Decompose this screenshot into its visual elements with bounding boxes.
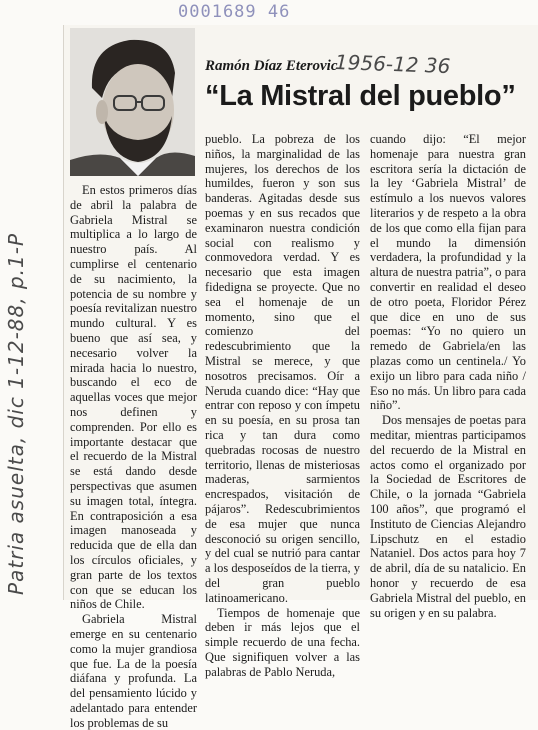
archive-stamp: 0001689 46	[178, 2, 291, 22]
author-portrait-image	[70, 28, 195, 176]
paragraph: Dos mensajes de poetas para meditar, mientras participamos del recuerdo de la Mistral en actos como el organizado por la Sociedad de Escritores de Chile, o la jornada “Gabriela 100 años”, que programó el Instituto de Ciencias Alejandro Lipschutz en el estadio Nataniel. Dos actos para hoy 7 de abril, día de su natalicio. En honor y recuerdo de esa Gabriela Mistral del pueblo, en su origen y en su palabra.	[370, 413, 526, 620]
paragraph: pueblo. La pobreza de los niños, la marginalidad de las mujeres, los derechos de los humildes, fueron y son sus banderas. Agitadas desde sus poemas y en sus recados que examinaron nuestra condición social con realismo y conmovedora verdad. Y es necesario que esta imagen fidedigna se proyecte. Que no sea el homenaje de un momento, sino que el comienzo del redescubrimiento que la Mistral se merece, y que nosotros precisamos. Oír a Neruda cuando dice: “Hay que entrar con reposo y con ímpetu en su poesía, en su prosa tan rica y tan dura como quebradas rocosas de nuestro territorio, llenas de misteriosas maderas, sarmientos encrespados, visitación de pájaros”. Redescubrimientos de esa mujer que nunca desconoció su origen sencillo, y del cual se nutrió para cantar a los desposeídos de la tierra, y del gran pueblo latinoamericano.	[205, 132, 360, 605]
paragraph: Gabriela Mistral emerge en su centenario como la mujer grandiosa que fue. La de la poesía diáfana y profunda. La del pensamiento lúcido y adelantado para entender los problemas de su	[70, 612, 197, 730]
article-headline: “La Mistral del pueblo”	[205, 80, 516, 112]
article-author: Ramón Díaz Eterovic	[205, 58, 338, 74]
paragraph: cuando dijo: “El mejor homenaje para nuestra gran escritora sería la dictación de la ley ‘Gabriela Mistral’ de estímulo a los nuevos valores literarios y de respeto a la obra de los que como ella fijan para el mundo la dimensión verdadera, la profundidad y la altura de nuestra patria”, o para convertir en realidad el deseo de otro poeta, Floridor Pérez que dice en uno de sus poemas: “Yo no quiero un remedo de Gabriela/en las plazas como un centinela./ Yo exijo un libro para cada niño / Eso no más. Un libro para cada niño”.	[370, 132, 526, 413]
author-photo	[70, 28, 195, 176]
paragraph: En estos primeros días de abril la palabra de Gabriela Mistral se multiplica a lo largo de nuestro país. Al cumplirse el centenario de su nacimiento, la potencia de su nombre y poesía revitalizan nuestro mundo cultural. Y es bueno que así sea, y necesario volver la mirada hacia lo nuestro, buscando el eco de aquellas voces que mejor nos definen y comprenden. Por ello es importante destacar que el recuerdo de la Mistral se está dando desde perspectivas que asumen su imagen total, íntegra. En contraposición a esa imagen manoseada y reducida que de ella dan los círculos oficiales, y gran parte de los textos con que se educan los niños de Chile.	[70, 183, 197, 612]
handwritten-code: 1956-12 36	[334, 49, 451, 79]
article-column-2	[205, 132, 360, 679]
article-column-3	[370, 132, 526, 620]
handwritten-side-note: Patria asuelta, dic 1-12-88, p.1-P	[4, 232, 28, 595]
article-column-1	[70, 183, 197, 730]
paragraph: Tiempos de homenaje que deben ir más lejos que el simple recuerdo de una fecha. Que signifiquen volver a las palabras de Pablo Neruda,	[205, 605, 360, 679]
